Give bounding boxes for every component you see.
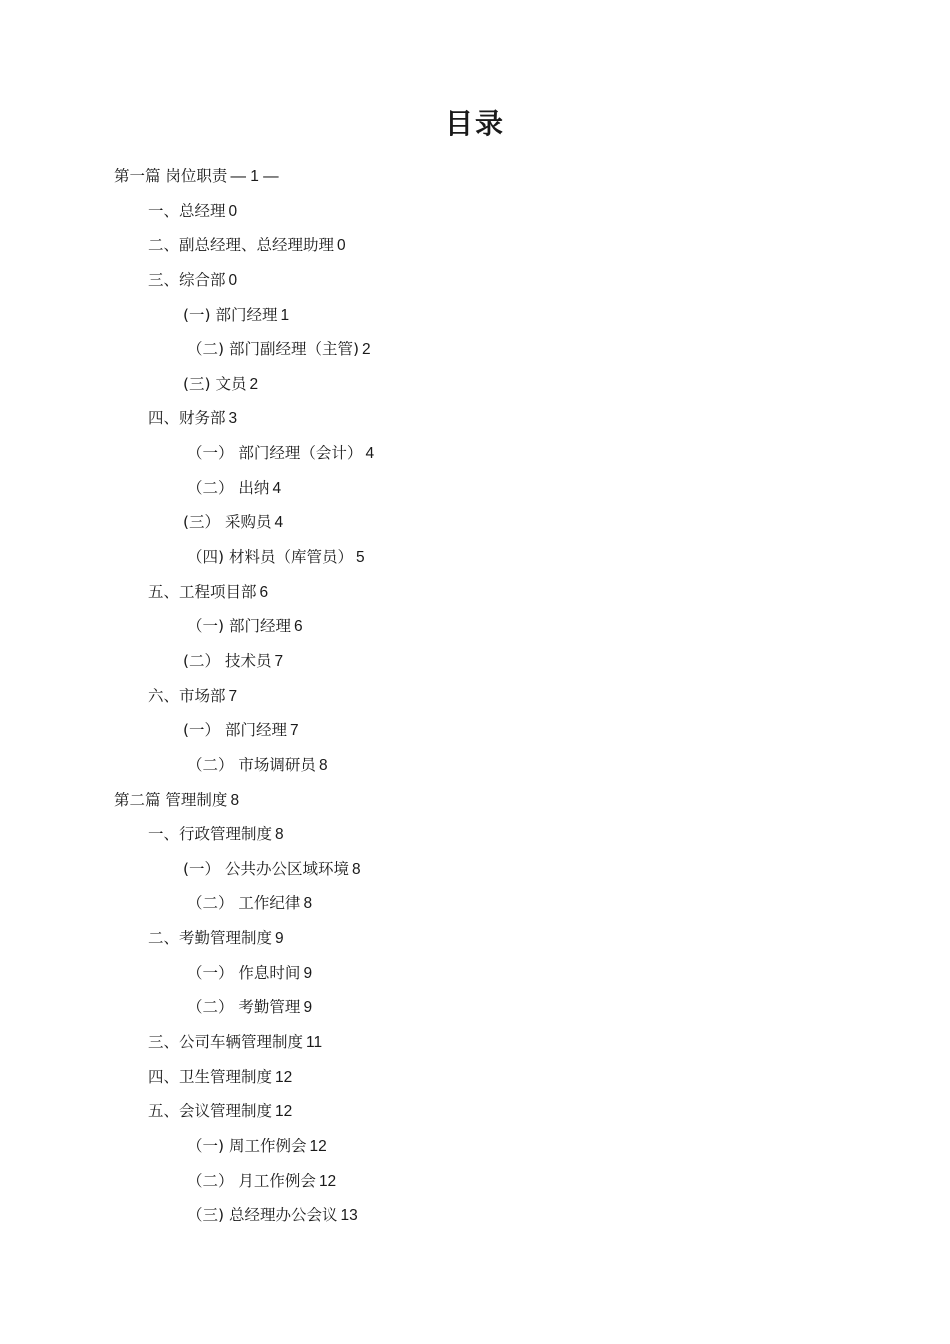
- toc-page-number: 0: [337, 237, 346, 255]
- toc-section[interactable]: [0, 401, 950, 436]
- page-title: 目录: [444, 107, 505, 140]
- toc-section[interactable]: [0, 263, 950, 298]
- toc-section[interactable]: [0, 575, 950, 610]
- toc-entry-text: 第一篇 岗位职责: [114, 167, 228, 185]
- toc-page-number: 0: [228, 271, 238, 289]
- toc-entry-text: 三、综合部: [148, 270, 226, 289]
- toc-section[interactable]: [0, 817, 950, 852]
- toc-page-number: 4: [272, 479, 282, 497]
- toc-subsection[interactable]: [0, 1164, 950, 1199]
- toc-entry-text: 二、副总经理、总经理助理: [148, 236, 335, 255]
- toc-entry-text: (三) 文员: [183, 374, 247, 393]
- toc-section[interactable]: [0, 1094, 950, 1129]
- toc-entry-text: (一） 部门经理: [183, 721, 287, 740]
- toc-section[interactable]: [0, 679, 950, 714]
- toc-entry-text: （二） 月工作例会: [187, 1171, 316, 1190]
- toc-entry-text: （二） 市场调研员: [187, 755, 316, 774]
- toc-page-number: 2: [249, 375, 259, 393]
- toc-subsection[interactable]: [0, 332, 950, 367]
- toc-entry-text: 五、工程项目部: [148, 582, 257, 601]
- toc-entry-text: （二） 出纳: [187, 478, 270, 497]
- toc-entry-text: (三） 采购员: [183, 513, 272, 532]
- toc-page-number: 12: [318, 1172, 337, 1190]
- toc-subsection[interactable]: [0, 609, 950, 644]
- toc-page-number: 2: [362, 341, 371, 359]
- toc-page-number: 7: [289, 722, 299, 740]
- toc-subsection[interactable]: [0, 1198, 950, 1233]
- toc-entry-text: 二、考勤管理制度: [148, 929, 273, 948]
- toc-subsection[interactable]: [0, 644, 950, 679]
- toc-entry-text: （四) 材料员（库管员）: [187, 548, 353, 567]
- toc-page-number: 6: [293, 618, 303, 636]
- toc-page-number: 3: [228, 410, 238, 428]
- toc-entry-text: 一、总经理: [148, 201, 226, 220]
- toc-page-number: 8: [230, 791, 240, 809]
- toc-entry-text: 三、公司车辆管理制度: [148, 1033, 304, 1052]
- toc-subsection[interactable]: [0, 748, 950, 783]
- toc-entry-text: （二) 部门副经理（主管): [187, 340, 360, 359]
- toc-entry-text: (一） 公共办公区域环境: [183, 859, 349, 878]
- toc-subsection[interactable]: [0, 852, 950, 887]
- toc-subsection[interactable]: [0, 298, 950, 333]
- toc-section[interactable]: [0, 1060, 950, 1095]
- toc-entry-text: （一) 部门经理: [187, 617, 291, 636]
- toc-page-number: 9: [303, 964, 313, 982]
- toc-entry-text: 四、财务部: [148, 409, 226, 428]
- toc-entry-text: (一) 部门经理: [183, 305, 278, 324]
- toc-page-number: 4: [365, 445, 375, 463]
- toc-page-number: 8: [351, 860, 361, 878]
- toc-page-number: 9: [275, 930, 284, 948]
- toc-page-number: 8: [318, 756, 328, 774]
- toc-entry-text: 六、市场部: [148, 686, 226, 705]
- toc-subsection[interactable]: [0, 713, 950, 748]
- toc-page-number: — 1 —: [230, 168, 279, 185]
- toc-part-1[interactable]: [0, 159, 950, 194]
- toc-subsection[interactable]: [0, 886, 950, 921]
- table-of-contents: [0, 159, 950, 1233]
- toc-entry-text: （二） 考勤管理: [187, 998, 301, 1017]
- toc-page-number: 6: [259, 583, 269, 601]
- toc-entry-text: （一） 部门经理（会计）: [187, 444, 363, 463]
- toc-page-number: 12: [275, 1103, 293, 1121]
- toc-subsection[interactable]: [0, 1129, 950, 1164]
- toc-page-number: 11: [306, 1034, 323, 1052]
- toc-page-number: 4: [274, 514, 284, 532]
- toc-entry-text: （一） 作息时间: [187, 963, 301, 982]
- toc-page-number: 8: [303, 895, 313, 913]
- toc-entry-text: 四、卫生管理制度: [148, 1067, 273, 1086]
- toc-subsection[interactable]: [0, 990, 950, 1025]
- toc-section[interactable]: [0, 1025, 950, 1060]
- toc-page-number: 7: [228, 687, 238, 705]
- toc-section[interactable]: [0, 921, 950, 956]
- toc-section[interactable]: [0, 194, 950, 229]
- toc-subsection[interactable]: [0, 956, 950, 991]
- toc-subsection[interactable]: [0, 471, 950, 506]
- toc-subsection[interactable]: [0, 367, 950, 402]
- toc-subsection[interactable]: [0, 505, 950, 540]
- toc-page-number: 9: [303, 999, 313, 1017]
- toc-page-number: 12: [309, 1137, 327, 1155]
- toc-page-number: 12: [275, 1068, 293, 1086]
- toc-subsection[interactable]: [0, 540, 950, 575]
- toc-page-number: 13: [340, 1207, 358, 1225]
- toc-entry-text: （二） 工作纪律: [187, 894, 301, 913]
- toc-entry-text: (二） 技术员: [183, 651, 272, 670]
- toc-page-number: 1: [280, 306, 290, 324]
- toc-page-number: 8: [275, 826, 284, 844]
- toc-entry-text: （一) 周工作例会: [187, 1136, 307, 1155]
- toc-entry-text: 一、行政管理制度: [148, 825, 273, 844]
- toc-section[interactable]: [0, 228, 950, 263]
- toc-page-number: 0: [228, 202, 238, 220]
- toc-part-2[interactable]: [0, 783, 950, 818]
- toc-entry-text: 第二篇 管理制度: [114, 790, 228, 809]
- toc-entry-text: 五、会议管理制度: [148, 1102, 273, 1121]
- toc-page-number: 7: [274, 652, 284, 670]
- toc-page-number: 5: [355, 549, 365, 567]
- toc-subsection[interactable]: [0, 436, 950, 471]
- toc-entry-text: （三) 总经理办公会议: [187, 1206, 338, 1225]
